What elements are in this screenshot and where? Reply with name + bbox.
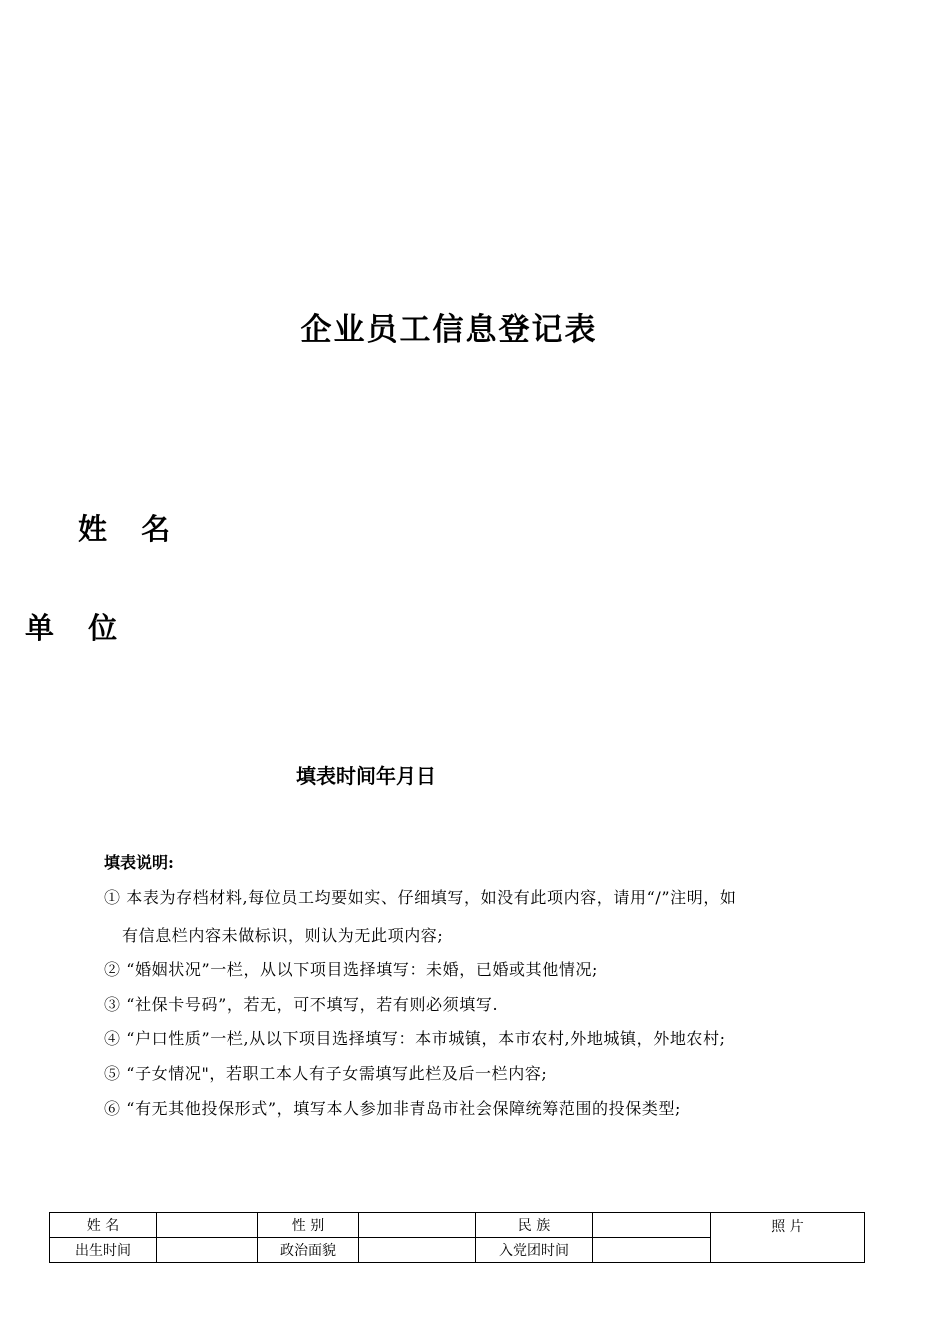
ethnicity-cell-label: 民 族 (476, 1213, 593, 1238)
name-label: 姓 名 (78, 512, 183, 546)
table-row (50, 1213, 865, 1238)
instruction-item-5: ⑤ “子女情况"，若职工本人有子女需填写此栏及后一栏内容; (104, 1064, 548, 1083)
ethnicity-value-cell[interactable] (593, 1213, 711, 1238)
photo-cell[interactable]: 照 片 (711, 1213, 865, 1263)
birth-cell-label: 出生时间 (50, 1238, 157, 1263)
instruction-item-6: ⑥ “有无其他投保形式”，填写本人参加非青岛市社会保障统筹范围的投保类型; (104, 1099, 682, 1118)
party-join-value-cell[interactable] (593, 1238, 711, 1263)
political-value-cell[interactable] (359, 1238, 476, 1263)
unit-label: 单 位 (25, 611, 130, 645)
instruction-item-1: ① 本表为存档材料,每位员工均要如实、仔细填写，如没有此项内容，请用“/”注明，如 (104, 888, 737, 907)
form-title: 企业员工信息登记表 (300, 312, 598, 348)
name-value-cell[interactable] (157, 1213, 258, 1238)
gender-value-cell[interactable] (359, 1213, 476, 1238)
instructions-heading: 填表说明: (104, 853, 174, 872)
political-cell-label: 政治面貌 (258, 1238, 359, 1263)
employee-info-table (49, 1212, 865, 1263)
instruction-item-4: ④ “户口性质”一栏,从以下项目选择填写：本市城镇，本市农村,外地城镇，外地农村; (104, 1029, 726, 1048)
party-join-cell-label: 入党团时间 (476, 1238, 593, 1263)
gender-cell-label: 性 别 (258, 1213, 359, 1238)
birth-value-cell[interactable] (157, 1238, 258, 1263)
instruction-item-3: ③ “社保卡号码”，若无，可不填写，若有则必须填写. (104, 995, 499, 1014)
fill-date-line: 填表时间年月日 (296, 764, 436, 788)
instruction-item-1-continued: 有信息栏内容未做标识，则认为无此项内容; (122, 926, 444, 945)
instruction-item-2: ② “婚姻状况”一栏，从以下项目选择填写：未婚，已婚或其他情况; (104, 960, 599, 979)
name-cell-label: 姓 名 (50, 1213, 157, 1238)
